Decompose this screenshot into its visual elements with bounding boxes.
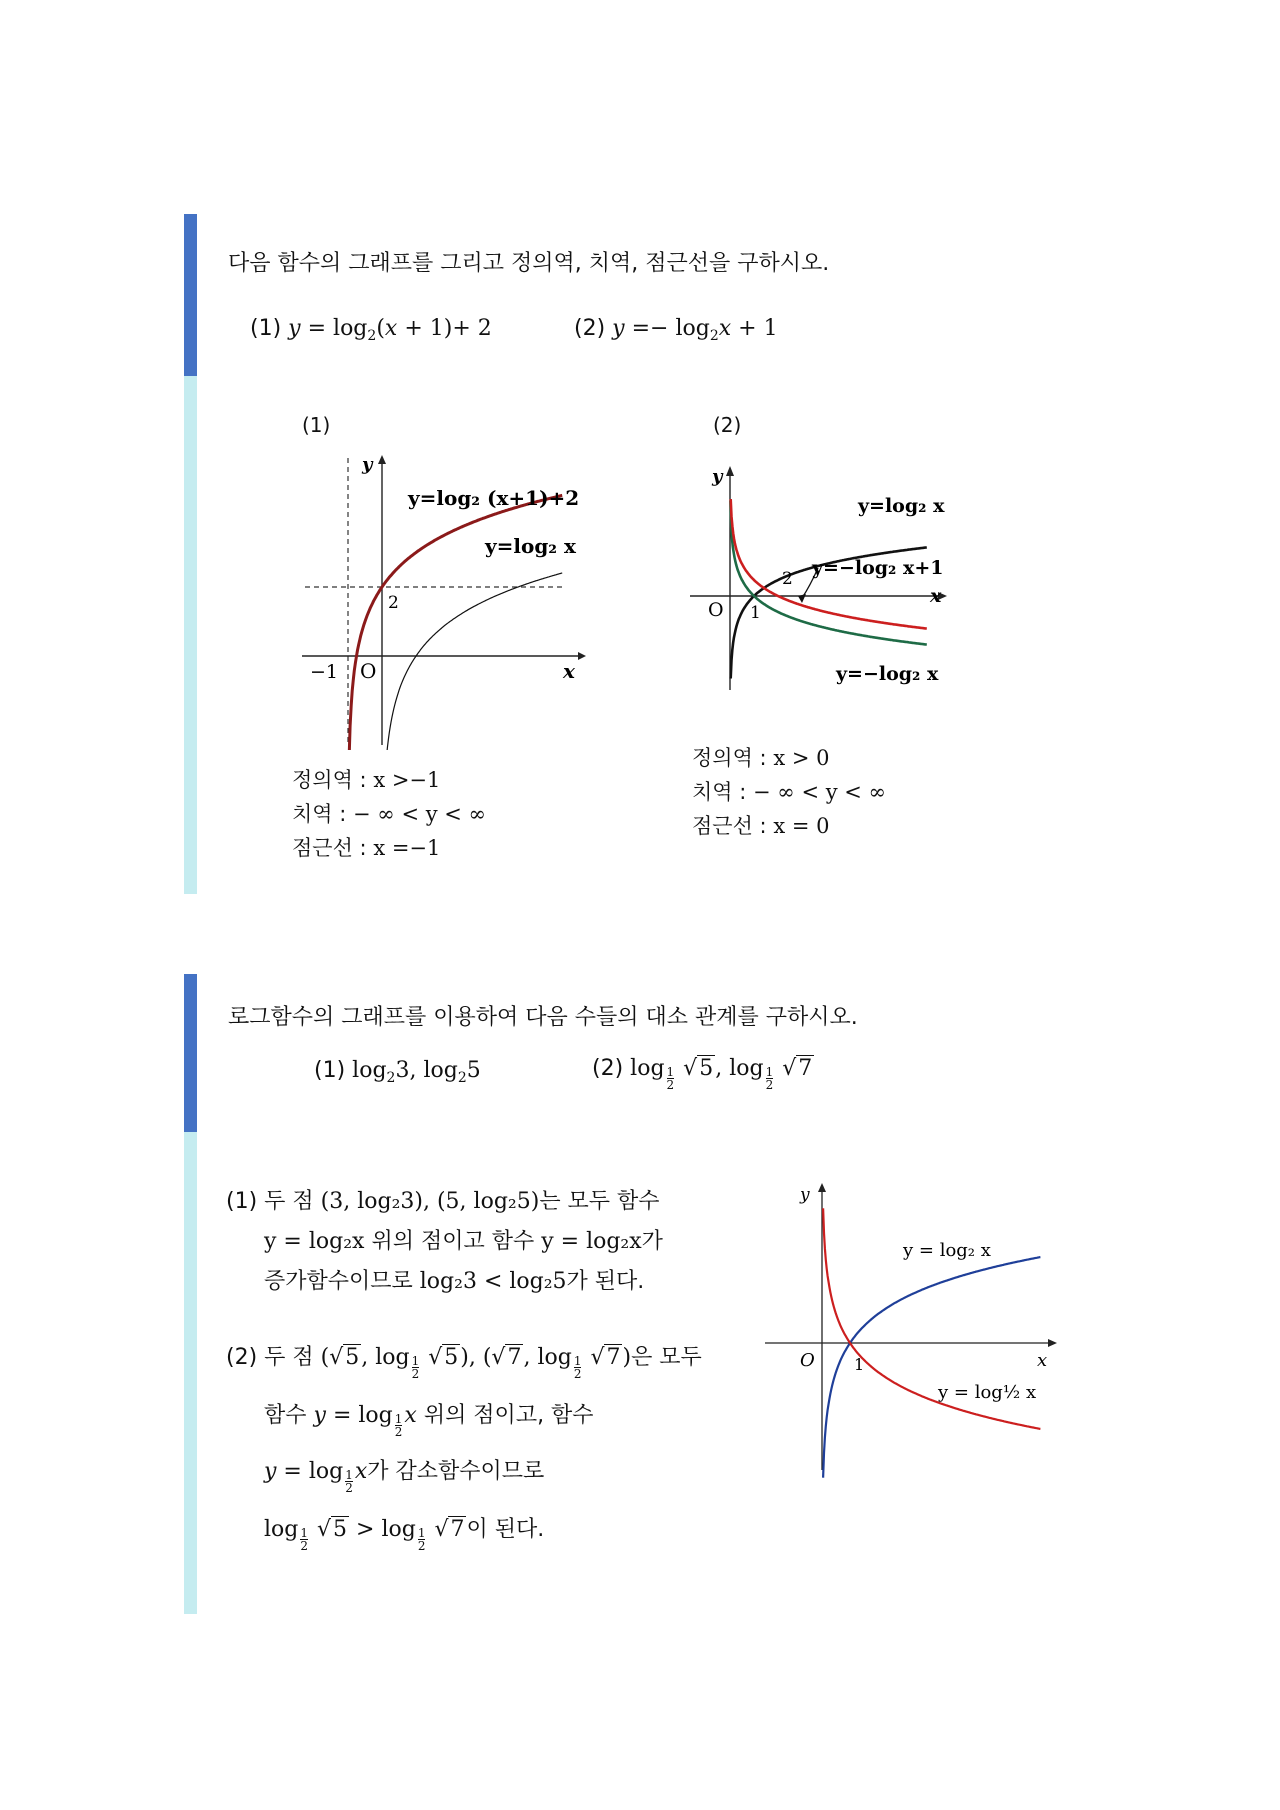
label-log2x: y = log₂ x — [903, 1240, 991, 1261]
sol1-domain: 정의역 : x >−1 — [292, 768, 441, 792]
curve-label-base: y=log₂ x — [485, 534, 576, 558]
sol2-asymptote: 점근선 : x = 0 — [692, 814, 830, 838]
axis-y-label: y — [800, 1185, 810, 1205]
sol2-1-line1: (1) 두 점 (3, log₂3), (5, log₂5)는 모두 함수 — [226, 1189, 660, 1214]
problem2-accent-bar — [184, 974, 197, 1132]
y-axis-arrow — [818, 1183, 826, 1192]
problem1-accent-bar — [184, 214, 197, 376]
y-axis-arrow — [378, 455, 386, 464]
problem2-instruction: 로그함수의 그래프를 이용하여 다음 수들의 대소 관계를 구하시오. — [228, 1005, 858, 1030]
problem2-item1: (1) $\log_23$, $\log_25$ — [314, 1058, 481, 1086]
problem2-item2: (2) log 1 2 √5, log 1 2 √7 — [592, 1056, 813, 1092]
sol2-2-line2: 함수 y = log 1 2 x 위의 점이고, 함수 — [264, 1403, 594, 1439]
problem2-solution-bar — [184, 1132, 197, 1614]
sol2-2-line1: (2) 두 점 (√5, log 1 2 √5), (√7, log 1 2 √7)은 모두 — [226, 1345, 702, 1381]
sol2-1-line2: y = log₂x 위의 점이고 함수 y = log₂x가 — [264, 1229, 663, 1254]
problem1-item2: (2) $y =- \log_2x + 1$ — [574, 316, 778, 344]
axis-y-label: y — [362, 454, 373, 475]
sol2-2-line3: y = log 1 2 x가 감소함수이므로 — [264, 1459, 545, 1495]
origin-label: O — [800, 1350, 815, 1371]
tick-neg1: −1 — [310, 661, 339, 683]
label-log-half-x: y = log½ x — [938, 1382, 1037, 1403]
tick-2: 2 — [782, 569, 793, 589]
problem1-item1: (1) $y = \log_2(x + 1)+ 2$ — [250, 316, 492, 344]
label-neg-log2x: y=−log₂ x — [836, 663, 939, 685]
axis-y-label: y — [712, 466, 723, 487]
tick-1: 1 — [750, 603, 761, 623]
tick-2: 2 — [388, 593, 399, 613]
x-axis-arrow — [1048, 1339, 1057, 1347]
axis-x-label: x — [930, 585, 942, 607]
problem1-instruction: 다음 함수의 그래프를 그리고 정의역, 치역, 점근선을 구하시오. — [228, 251, 830, 276]
origin-label: O — [360, 659, 377, 683]
sol1-asymptote: 점근선 : x =−1 — [292, 836, 441, 860]
tick-1: 1 — [854, 1355, 865, 1374]
sol2-2-line4: log 1 2 √5 > log 1 2 √7이 된다. — [264, 1517, 545, 1553]
base-curve-log2x — [383, 573, 562, 750]
label-log2x: y=log₂ x — [858, 495, 945, 517]
sol2-1-line3: 증가함수이므로 log₂3 < log₂5가 된다. — [264, 1269, 645, 1294]
x-axis-arrow — [578, 652, 586, 660]
solution2-label: (2) — [713, 413, 742, 437]
origin-label: O — [708, 599, 724, 621]
y-axis-arrow — [726, 466, 734, 476]
label-neg-log2x-plus1: y=−log₂ x+1 — [812, 557, 944, 579]
graph-log2-vs-log-half — [760, 1180, 1060, 1480]
axis-x-label: x — [1037, 1350, 1048, 1371]
axis-x-label: x — [563, 659, 575, 683]
sol1-range: 치역 : − ∞ < y < ∞ — [292, 802, 487, 826]
graph-neg-log2 — [690, 460, 970, 700]
sol2-domain: 정의역 : x > 0 — [692, 746, 830, 770]
sol2-range: 치역 : − ∞ < y < ∞ — [692, 780, 887, 804]
solution1-label: (1) — [302, 413, 331, 437]
graph-log2-shifted — [290, 450, 590, 750]
curve-label-shifted: y=log₂ (x+1)+2 — [408, 486, 580, 510]
problem1-solution-bar — [184, 376, 197, 894]
